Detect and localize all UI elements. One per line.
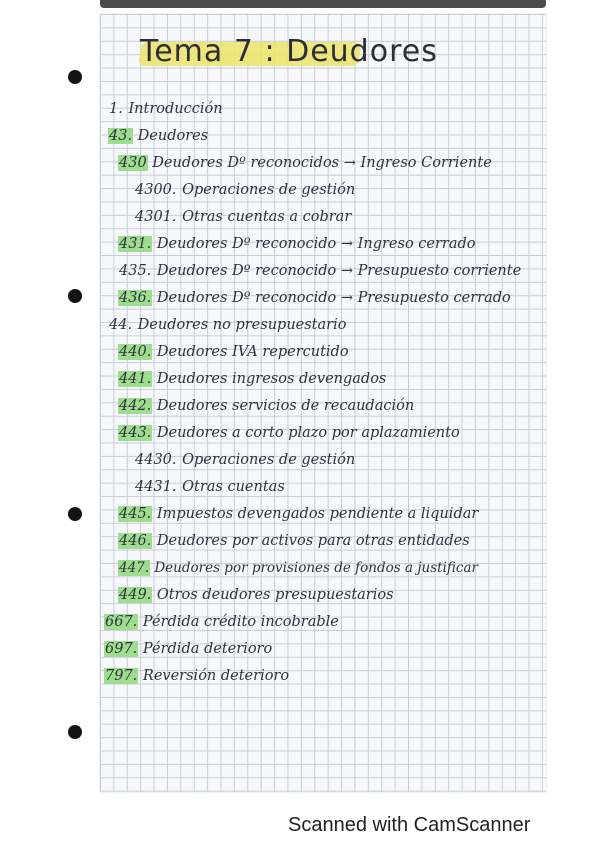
account-description: Deudores a corto plazo por aplazamiento [156,425,460,441]
account-code: 431. [119,236,152,252]
list-item [118,153,492,173]
list-item [118,504,478,524]
list-item [108,99,223,119]
binder-hole [68,725,82,739]
list-item [134,477,285,497]
account-description: Deudores ingresos devengados [156,371,387,387]
binder-hole [68,70,82,84]
list-item [118,558,478,578]
account-code: 4300. [135,182,177,198]
list-item [118,585,394,605]
list-item [104,666,289,686]
account-code: 430 [119,155,147,171]
account-description: Introducción [128,101,223,117]
list-item [118,396,414,416]
page-title-block [140,34,438,78]
account-code: 4301. [135,209,177,225]
list-item [118,234,476,254]
account-description: Pérdida deterioro [142,641,273,657]
account-description: Pérdida crédito incobrable [142,614,339,630]
list-item [108,315,346,335]
account-code: 797. [105,668,138,684]
account-description: Deudores no presupuestario [137,317,347,333]
account-code: 435. [119,263,152,279]
account-code: 449. [119,587,152,603]
scan-top-edge [100,0,546,8]
account-description: Operaciones de gestión [182,452,356,468]
account-code: 436. [119,290,152,306]
account-description: Deudores por provisiones de fondos a justificar [154,560,478,576]
list-item [108,126,208,146]
account-description: Deudores IVA repercutido [156,344,349,360]
account-code: 441. [119,371,152,387]
list-item [104,612,339,632]
list-item [118,342,349,362]
account-code: 43. [109,128,133,144]
account-code: 44. [109,317,133,333]
account-description: Deudores Dº reconocido → Presupuesto corriente [156,263,522,279]
account-description: Otras cuentas [182,479,285,495]
account-description: Deudores servicios de recaudación [156,398,415,414]
account-description: Reversión deterioro [142,668,290,684]
list-item [118,531,470,551]
list-item [118,261,521,281]
list-item [118,423,460,443]
list-item [104,639,272,659]
scanner-watermark: Scanned with CamScanner [288,814,531,836]
list-item [118,369,386,389]
account-description: Otras cuentas a cobrar [182,209,352,225]
account-code: 440. [119,344,152,360]
account-description: Deudores por activos para otras entidades [156,533,470,549]
account-code: 697. [105,641,138,657]
account-description: Deudores Dº reconocido → Presupuesto cerrado [156,290,511,306]
account-code: 4431. [135,479,177,495]
account-code: 447. [119,560,150,576]
account-code: 4430. [135,452,177,468]
binder-hole [68,289,82,303]
list-item [134,180,355,200]
account-code: 443. [119,425,152,441]
list-item [134,450,355,470]
account-code: 445. [119,506,152,522]
list-item [134,207,351,227]
account-code: 667. [105,614,138,630]
account-code: 442. [119,398,152,414]
account-code: 1. [109,101,123,117]
account-description: Operaciones de gestión [182,182,356,198]
account-description: Deudores [137,128,209,144]
account-code: 446. [119,533,152,549]
account-description: Otros deudores presupuestarios [156,587,394,603]
list-item [118,288,511,308]
binder-hole [68,507,82,521]
account-description: Deudores Dº reconocido → Ingreso cerrado [156,236,476,252]
account-description: Impuestos devengados pendiente a liquidar [156,506,479,522]
account-description: Deudores Dº reconocidos → Ingreso Corriente [152,155,492,171]
page-title: Tema 7 : Deudores [140,34,438,69]
